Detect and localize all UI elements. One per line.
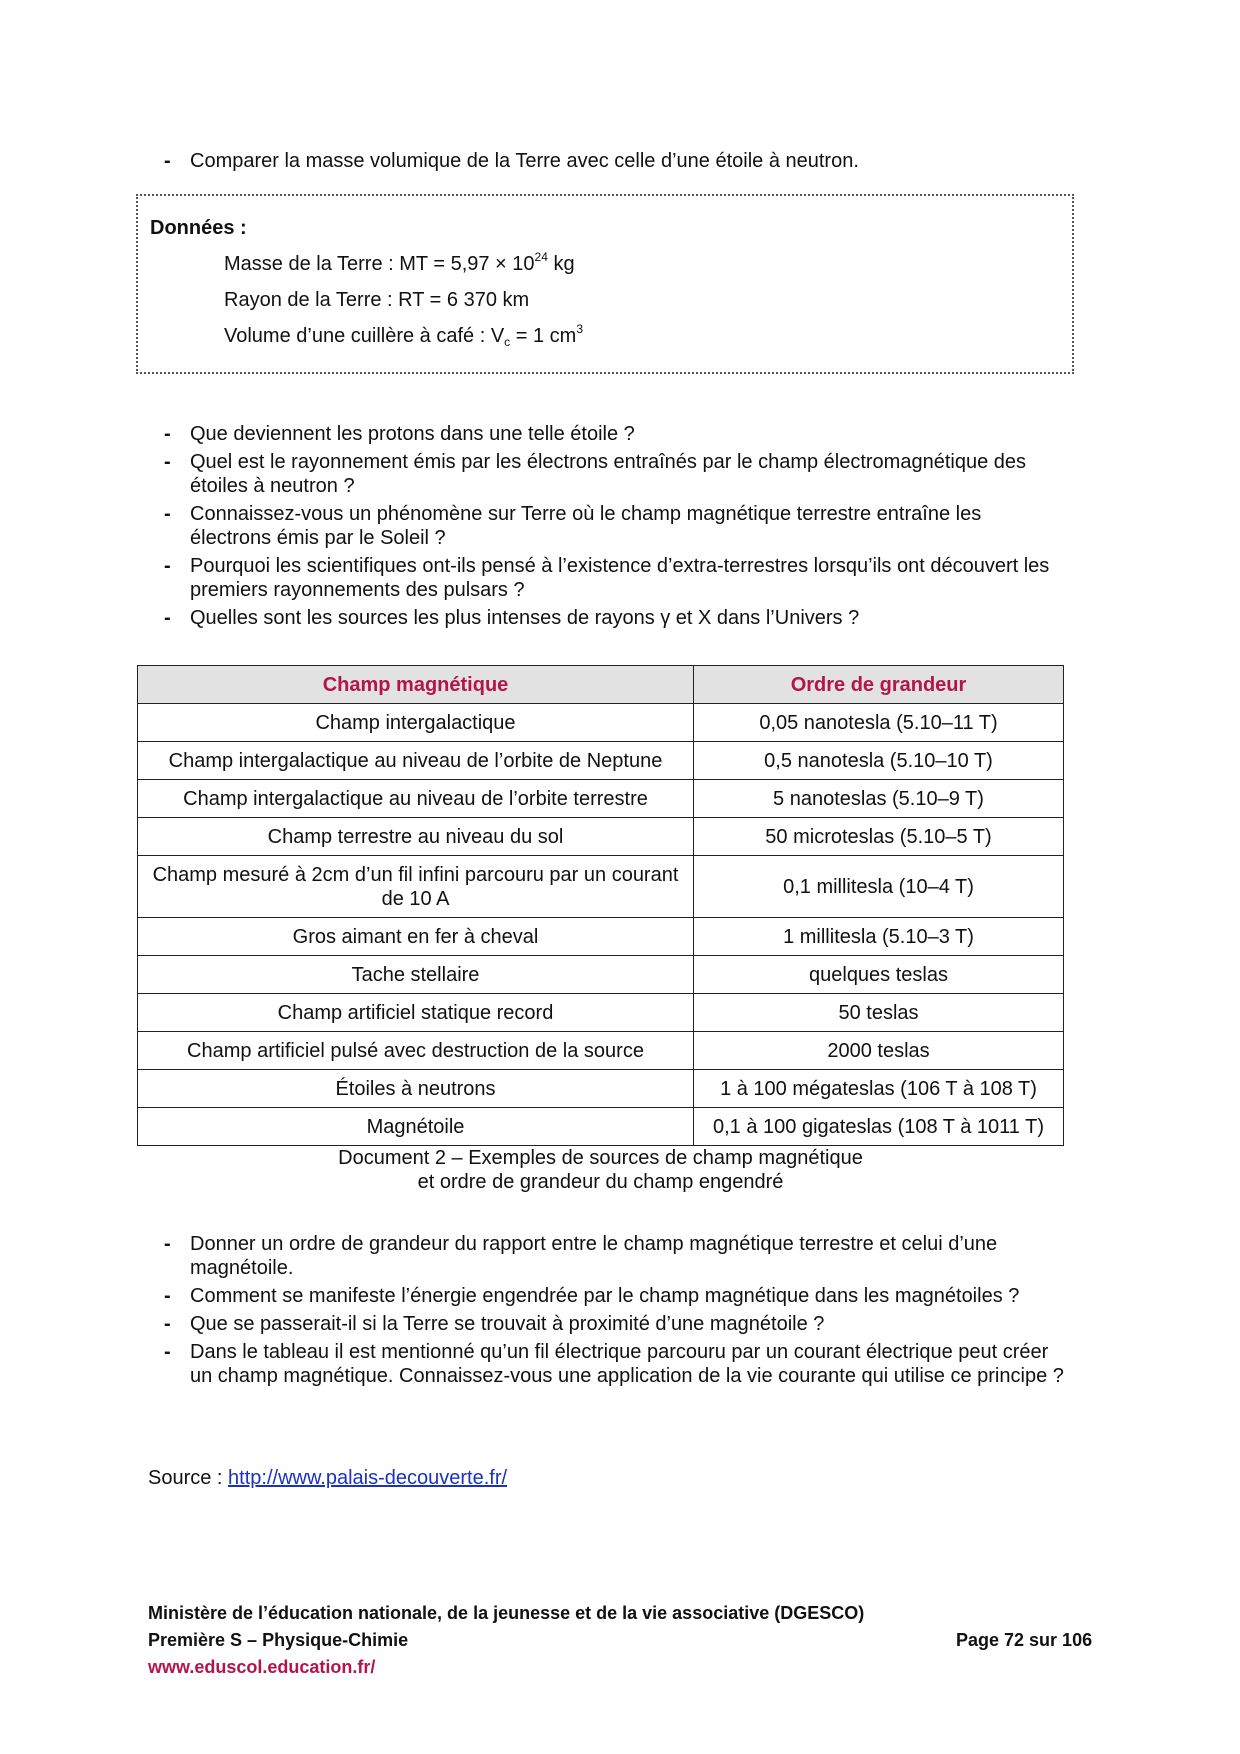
question-item: - Dans le tableau il est mentionné qu’un fil électrique parcouru par un courant électrique peut créer un champ magnétique. Connaissez-vous une application de la vie courante qui utilise ce principe ? [164,1340,1064,1388]
source-cell: Champ terrestre au niveau du sol [138,818,694,856]
table-row [138,1070,1064,1108]
value-cell: 1 à 100 mégateslas (106 T à 108 T) [694,1070,1064,1108]
source-cell: Magnétoile [138,1108,694,1146]
value-cell: 1 millitesla (5.10–3 T) [694,918,1064,956]
question-item: - Comparer la masse volumique de la Terre avec celle d’une étoile à neutron. [164,149,1064,173]
donnees-box [136,194,1074,374]
footer-ministry: Ministère de l’éducation nationale, de la jeunesse et de la vie associative (DGESCO) [148,1603,865,1623]
question-item: - Pourquoi les scientifiques ont-ils pensé à l’existence d’extra-terrestres lorsqu’ils ont découvert les premiers rayonnements des pulsars ? [164,554,1064,602]
donnees-title: Données : [150,217,247,239]
value-cell: 2000 teslas [694,1032,1064,1070]
table-row [138,742,1064,780]
value-cell: 0,1 à 100 gigateslas (108 T à 1011 T) [694,1108,1064,1146]
questions-bottom [164,1232,1064,1392]
question-item: - Donner un ordre de grandeur du rapport entre le champ magnétique terrestre et celui d’une magnétoile. [164,1232,1064,1280]
footer-course: Première S – Physique-Chimie [148,1630,409,1650]
question-item: - Quel est le rayonnement émis par les électrons entraînés par le champ électromagnétique des étoiles à neutron ? [164,450,1064,498]
table-row [138,818,1064,856]
table-row [138,918,1064,956]
table-caption [137,1146,1064,1194]
table-row [138,1032,1064,1070]
table-row [138,994,1064,1032]
table-row [138,704,1064,742]
value-cell: 50 teslas [694,994,1064,1032]
source-cell: Tache stellaire [138,956,694,994]
header-champ: Champ magnétique [138,666,694,704]
footer-website: www.eduscol.education.fr/ [148,1657,376,1677]
page-number: Page 72 sur 106 [956,1630,1093,1650]
question-item: - Que deviennent les protons dans une telle étoile ? [164,422,1064,446]
value-cell: 5 nanoteslas (5.10–9 T) [694,780,1064,818]
question-item: - Connaissez-vous un phénomène sur Terre où le champ magnétique terrestre entraîne les électrons émis par le Soleil ? [164,502,1064,550]
value-cell: 50 microteslas (5.10–5 T) [694,818,1064,856]
question-item: - Que se passerait-il si la Terre se trouvait à proximité d’une magnétoile ? [164,1312,1064,1336]
donnee-rayon: Rayon de la Terre : RT = 6 370 km [224,289,530,311]
table-header-row [138,666,1064,704]
caption-line-2: et ordre de grandeur du champ engendré [417,1171,784,1193]
source-label: Source : [148,1467,229,1489]
source-cell: Champ intergalactique au niveau de l’orbite de Neptune [138,742,694,780]
questions-middle [164,422,1064,634]
table-row [138,780,1064,818]
source-cell: Étoiles à neutrons [138,1070,694,1108]
source-cell: Gros aimant en fer à cheval [138,918,694,956]
questions-top [164,149,1064,177]
source-cell: Champ intergalactique [138,704,694,742]
source-line [148,1466,507,1490]
source-cell: Champ mesuré à 2cm d’un fil infini parcouru par un courant de 10 A [138,856,694,918]
donnee-volume: Volume d’une cuillère à café : $V_c = 1$ $cm^3$ [224,322,583,349]
donnee-masse: Masse de la Terre : MT = $5,97 \times 10^{24}$ kg [224,250,575,275]
magnetic-field-table [137,665,1064,1146]
caption-line-1: Document 2 – Exemples de sources de champ magnétique [338,1147,863,1169]
question-item: - Quelles sont les sources les plus intenses de rayons γ et X dans l’Univers ? [164,606,1064,630]
value-cell: 0,05 nanotesla (5.10–11 T) [694,704,1064,742]
table-row [138,956,1064,994]
value-cell: 0,1 millitesla (10–4 T) [694,856,1064,918]
table-row [138,856,1064,918]
source-cell: Champ artificiel pulsé avec destruction de la source [138,1032,694,1070]
value-cell: quelques teslas [694,956,1064,994]
table-row [138,1108,1064,1146]
value-cell: 0,5 nanotesla (5.10–10 T) [694,742,1064,780]
source-link[interactable]: http://www.palais-decouverte.fr/ [228,1467,508,1489]
question-item: - Comment se manifeste l’énergie engendrée par le champ magnétique dans les magnétoiles ? [164,1284,1064,1308]
source-cell: Champ intergalactique au niveau de l’orbite terrestre [138,780,694,818]
header-ordre: Ordre de grandeur [694,666,1064,704]
source-cell: Champ artificiel statique record [138,994,694,1032]
